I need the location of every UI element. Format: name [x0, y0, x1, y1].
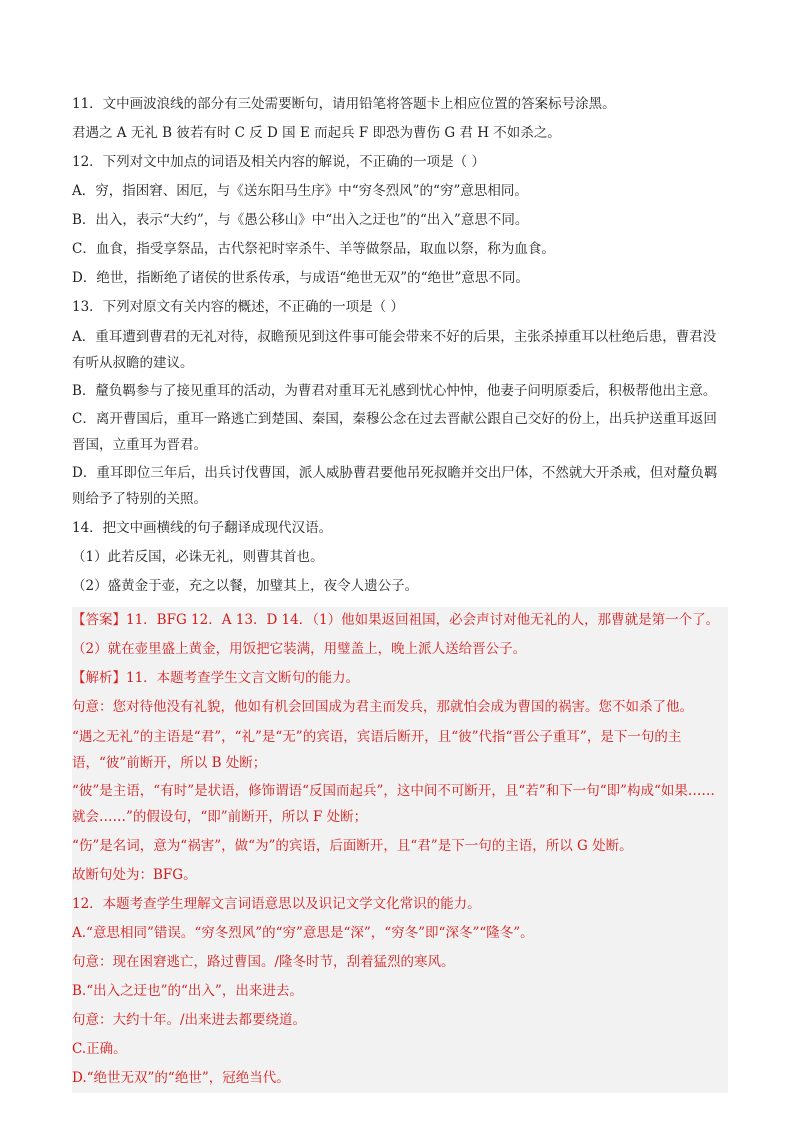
q14-item-1: （1）此若反国，必诛无礼，则曹其首也。	[72, 549, 324, 565]
q12-option-b: B．出入，表示“大约”，与《愚公移山》中“出入之迂也”的“出入”意思不同。	[72, 212, 529, 228]
analysis-line-8: A.“意思相同”错误。“穷冬烈风”的“穷”意思是“深”，“穷冬”即“深冬”“隆冬”。	[72, 925, 534, 941]
analysis-line-6: 故断句处为：BFG。	[72, 867, 197, 883]
q12-option-a: A．穷，指困窘、困厄，与《送东阳马生序》中“穷冬烈风”的“穷”意思相同。	[72, 183, 528, 199]
answer-line-1: 【答案】11．BFG 12．A 13．D 14．（1）他如果返回祖国，必会声讨对他无礼的人，那曹就是第一个了。	[72, 612, 720, 628]
q14-item-2: （2）盛黄金于壶，充之以餐，加璧其上，夜令人遗公子。	[72, 578, 419, 594]
q12-option-c: C．血食，指受享祭品，古代祭祀时宰杀牛、羊等做祭品，取血以祭，称为血食。	[72, 241, 555, 257]
analysis-line-13: D.“绝世无双”的“绝世”，冠绝当代。	[72, 1070, 290, 1086]
q12-prompt: 12．下列对文中加点的词语及相关内容的解说，不正确的一项是（ ）	[72, 154, 485, 170]
analysis-line-7: 12．本题考查学生理解文言词语意思以及识记文学文化常识的能力。	[72, 896, 481, 912]
q11-sentence: 君遇之 A 无礼 B 彼若有时 C 反 D 国 E 而起兵 F 即恐为曹伤 G 君 H 不如杀之。	[72, 125, 561, 141]
analysis-line-12: C.正确。	[72, 1041, 127, 1057]
analysis-line-5: “伤”是名词，意为“祸害”，做“为”的宾语，后面断开，且“君”是下一句的主语，所以 G 处断。	[72, 838, 633, 854]
analysis-line-3: “遇之无礼”的主语是“君”，“礼”是“无”的宾语，宾语后断开，且“彼”代指“晋公子重耳”，是下一句的主语，“彼”前断开，所以 B 处断；	[72, 729, 682, 771]
q11-prompt: 11．文中画波浪线的部分有三处需要断句，请用铅笔将答题卡上相应位置的答案标号涂黑。	[72, 96, 616, 112]
document-page	[72, 90, 728, 1093]
answer-line-2: （2）就在壶里盛上黄金，用饭把它装满，用璧盖上，晚上派人送给晋公子。	[72, 641, 527, 657]
q13-prompt: 13．下列对原文有关内容的概述，不正确的一项是（ ）	[72, 299, 404, 315]
analysis-line-4: “彼”是主语，“有时”是状语，修饰谓语“反国而起兵”，这中间不可断开，且“若”和下一句“即”构成“如果……就会……”的假设句，“即”前断开，所以 F 处断；	[72, 783, 715, 825]
q13-option-b: B．釐负羁参与了接见重耳的活动，为曹君对重耳无礼感到忧心忡忡，他妻子问明原委后，积极帮他出主意。	[72, 383, 717, 399]
analysis-line-1: 【解析】11．本题考查学生文言文断句的能力。	[72, 670, 360, 686]
answer-analysis-block	[72, 607, 728, 1093]
q13-option-d: D．重耳即位三年后，出兵讨伐曹国，派人威胁曹君要他吊死叔瞻并交出尸体，不然就大开杀戒，但对釐负羁则给予了特别的关照。	[72, 465, 718, 507]
q13-option-a: A．重耳遭到曹君的无礼对待，叔瞻预见到这件事可能会带来不好的后果，主张杀掉重耳以杜绝后患，曹君没有听从叔瞻的建议。	[72, 329, 717, 371]
analysis-line-11: 句意：大约十年。/出来进去都要绕道。	[72, 1012, 307, 1028]
analysis-line-9: 句意：现在困窘逃亡，路过曹国。/隆冬时节，刮着猛烈的寒风。	[72, 954, 455, 970]
q13-option-c: C．离开曹国后，重耳一路逃亡到楚国、秦国，秦穆公念在过去晋献公跟自己交好的份上，出兵护送重耳返回晋国，立重耳为晋君。	[72, 411, 717, 453]
q12-option-d: D．绝世，指断绝了诸侯的世系传承，与成语“绝世无双”的“绝世”意思不同。	[72, 270, 529, 286]
analysis-line-10: B.“出入之迂也”的“出入”，出来进去。	[72, 983, 303, 999]
q14-prompt: 14．把文中画横线的句子翻译成现代汉语。	[72, 520, 333, 536]
analysis-line-2: 句意：您对待他没有礼貌，他如有机会回国成为君主而发兵，那就怕会成为曹国的祸害。您不如杀了他。	[72, 699, 693, 715]
